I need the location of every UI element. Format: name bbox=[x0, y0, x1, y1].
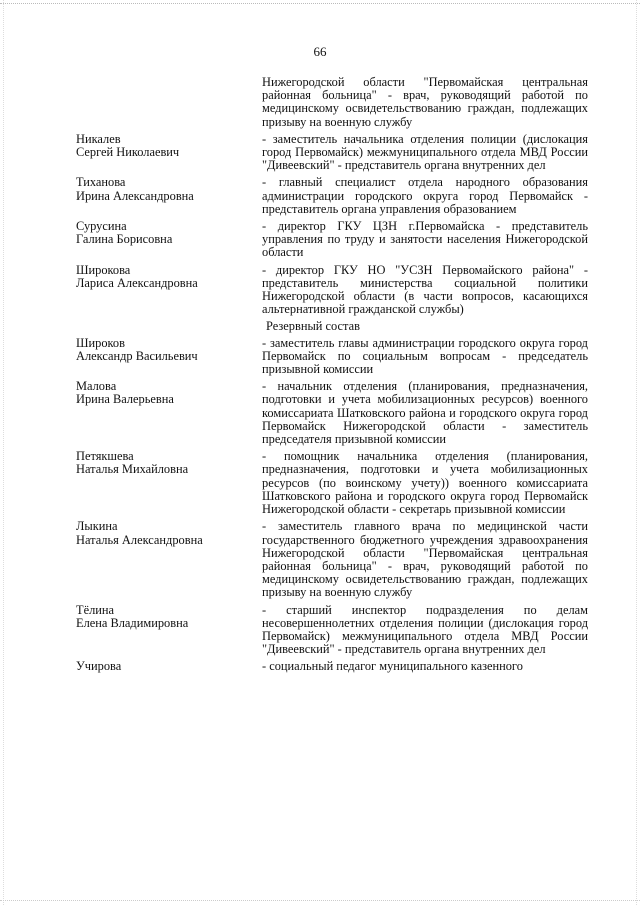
member-given-names: Ирина Александровна bbox=[76, 188, 194, 203]
member-role bbox=[262, 264, 588, 317]
member-given-names: Лариса Александровна bbox=[76, 275, 198, 290]
member-given-names: Елена Владимировна bbox=[76, 615, 189, 630]
member-surname: Никалев bbox=[76, 131, 121, 146]
member-role bbox=[262, 660, 588, 673]
member-entry bbox=[76, 133, 588, 173]
member-name bbox=[76, 450, 262, 516]
member-name bbox=[76, 176, 262, 216]
member-role bbox=[262, 220, 588, 260]
member-entry bbox=[76, 380, 588, 446]
member-surname: Учирова bbox=[76, 659, 122, 674]
member-surname: Тёлина bbox=[76, 602, 115, 617]
member-entry bbox=[76, 450, 588, 516]
member-name bbox=[76, 220, 262, 260]
member-entry bbox=[76, 220, 588, 260]
member-role-text: - старший инспектор подразделения по делам несовершеннолетних отделения полиции (дислокация город Первомайск) межмуниципального отдела МВД России "Дивеевский" - представитель органа внутренних дел bbox=[262, 602, 588, 657]
member-role-text: - директор ГКУ ЦЗН г.Первомайска - представитель управления по труду и занятости населения Нижегородской области bbox=[262, 219, 588, 260]
member-role bbox=[262, 133, 588, 173]
member-name bbox=[76, 264, 262, 317]
member-role bbox=[262, 520, 588, 599]
member-role-text: - заместитель главного врача по медицинской части государственного бюджетного учреждения здравоохранения Нижегородской области "Первомайская центральная районная больница" - врач, руководящий работой по медицинскому освидетельствованию граждан, подлежащих призыву на военную службу bbox=[262, 519, 588, 600]
member-surname: Лыкина bbox=[76, 519, 118, 534]
member-entry bbox=[76, 337, 588, 377]
member-given-names: Наталья Михайловна bbox=[76, 462, 189, 477]
scan-border-bottom bbox=[0, 900, 640, 901]
member-name bbox=[76, 133, 262, 173]
name-column bbox=[76, 76, 262, 129]
member-surname: Петякшева bbox=[76, 449, 134, 464]
member-entry bbox=[76, 176, 588, 216]
member-role-text: - заместитель главы администрации городского округа город Первомайск по социальным вопросам - председатель призывной комиссии bbox=[262, 335, 588, 377]
member-entry bbox=[76, 660, 588, 673]
member-surname: Широкова bbox=[76, 262, 131, 277]
member-role bbox=[262, 337, 588, 377]
member-role bbox=[262, 176, 588, 216]
member-role-text: - заместитель начальника отделения полиции (дислокация город Первомайск) межмуниципального отдела МВД России "Дивеевский" - представитель органа внутренних дел bbox=[262, 131, 588, 173]
scan-border-right bbox=[636, 0, 637, 905]
member-name bbox=[76, 520, 262, 599]
main-members bbox=[76, 133, 588, 317]
member-role-text: - социальный педагог муниципального казенного bbox=[262, 659, 523, 674]
member-given-names: Галина Борисовна bbox=[76, 232, 173, 247]
reserve-heading: Резервный состав bbox=[266, 319, 360, 334]
member-name bbox=[76, 380, 262, 446]
member-surname: Сурусина bbox=[76, 219, 127, 234]
member-role-text: - начальник отделения (планирования, предназначения, подготовки и учета мобилизационных ресурсов) военного комиссариата Шатковского района и городского округа город Первомайск Нижегородской области - заместитель председателя призывной комиссии bbox=[262, 379, 588, 447]
member-role bbox=[262, 380, 588, 446]
member-given-names: Ирина Валерьевна bbox=[76, 392, 174, 407]
continued-entry bbox=[76, 76, 588, 129]
member-given-names: Наталья Александровна bbox=[76, 532, 203, 547]
member-name bbox=[76, 660, 262, 673]
member-role-text: - главный специалист отдела народного образования администрации городского округа город Первомайск - представитель органа управления образованием bbox=[262, 175, 588, 216]
scan-border-left bbox=[3, 0, 4, 905]
member-entry bbox=[76, 520, 588, 599]
page-number: 66 bbox=[313, 44, 327, 59]
commission-list bbox=[76, 76, 588, 678]
member-surname: Малова bbox=[76, 379, 117, 394]
member-role-text: - директор ГКУ НО "УСЗН Первомайского района" - представитель министерства социальной политики Нижегородской области (в части вопросов, касающихся альтернативной гражданской службы) bbox=[262, 262, 588, 317]
entry-description: Нижегородской области "Первомайская центральная районная больница" - врач, руководящий работой по медицинскому освидетельствованию граждан, подлежащих призыву на военную службу bbox=[262, 75, 588, 129]
member-given-names: Сергей Николаевич bbox=[76, 145, 180, 160]
member-role bbox=[262, 604, 588, 657]
member-role-text: - помощник начальника отделения (планирования, предназначения, подготовки и учета мобилизационных ресурсов (по воинскому учету)) военного комиссариата Шатковского района и городского округа город Первомайск Нижегородской области - секретарь призывной комиссии bbox=[262, 449, 588, 517]
description-column bbox=[262, 76, 588, 129]
member-name bbox=[76, 337, 262, 377]
member-name bbox=[76, 604, 262, 657]
member-given-names: Александр Васильевич bbox=[76, 348, 198, 363]
member-entry bbox=[76, 264, 588, 317]
member-entry bbox=[76, 604, 588, 657]
member-surname: Тиханова bbox=[76, 175, 126, 190]
reserve-members bbox=[76, 337, 588, 674]
member-role bbox=[262, 450, 588, 516]
scan-border-top bbox=[0, 3, 640, 4]
member-surname: Широков bbox=[76, 335, 125, 350]
